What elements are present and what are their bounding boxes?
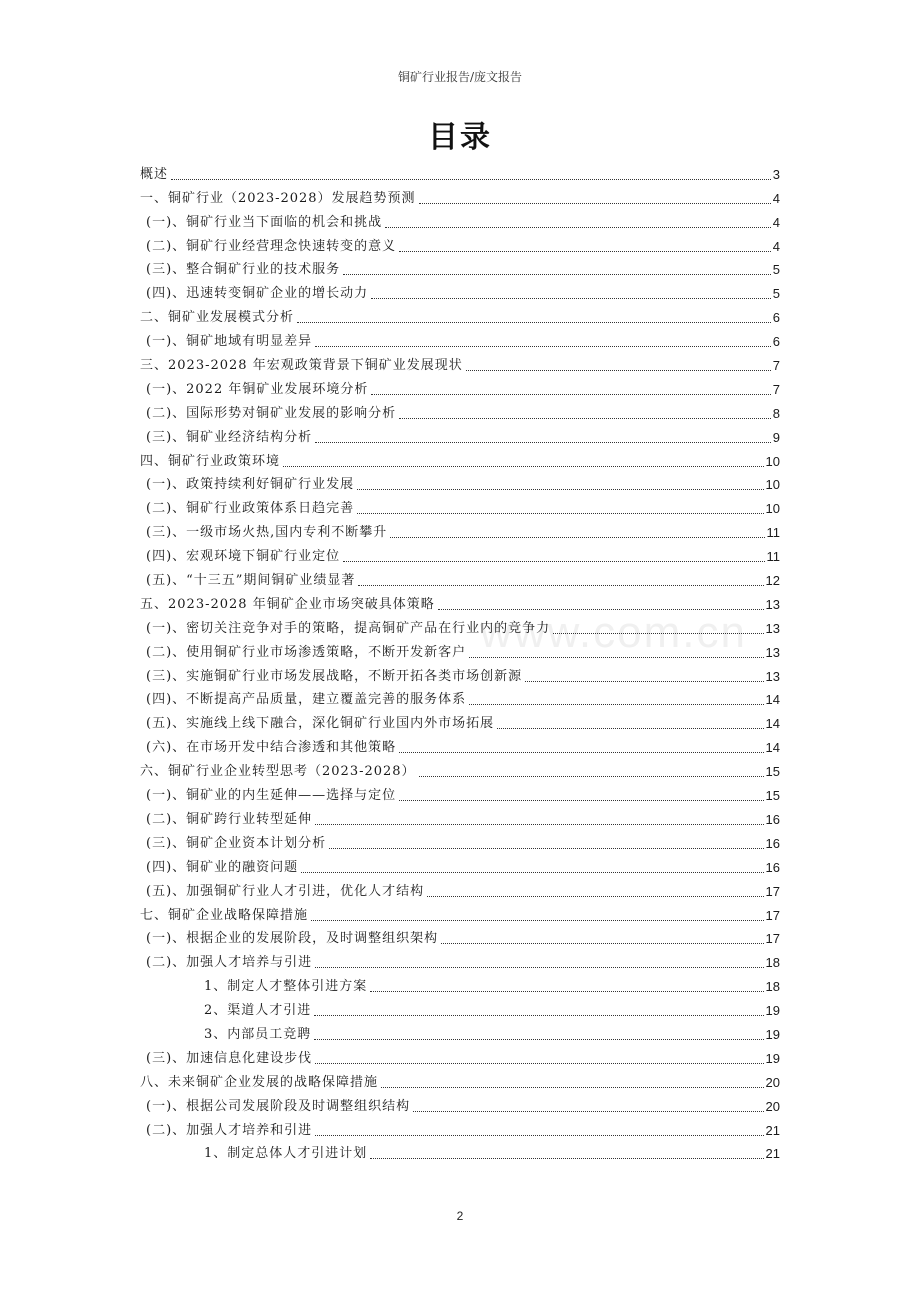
toc-dot-leader [315, 966, 763, 968]
toc-entry-label: 2、渠道人才引进 [204, 1003, 312, 1019]
toc-entry[interactable] [140, 1092, 780, 1116]
toc-entry[interactable] [140, 279, 780, 303]
toc-entry-label: (二)、加强人才培养和引进 [146, 1122, 313, 1138]
toc-entry-page: 9 [772, 429, 780, 445]
toc-entry[interactable] [140, 1044, 780, 1068]
toc-entry[interactable] [140, 877, 780, 901]
toc-dot-leader [329, 847, 763, 849]
toc-dot-leader [469, 703, 763, 705]
toc-entry[interactable] [140, 614, 780, 638]
toc-entry[interactable] [140, 853, 780, 877]
toc-entry[interactable] [140, 662, 780, 686]
toc-dot-leader [381, 1086, 764, 1088]
toc-entry-page: 16 [765, 835, 780, 851]
toc-entry-label: (一)、2022 年铜矿业发展环境分析 [146, 381, 369, 397]
toc-dot-leader [390, 536, 764, 538]
toc-entry-label: 八、未来铜矿企业发展的战略保障措施 [140, 1074, 379, 1090]
toc-entry[interactable] [140, 232, 780, 256]
toc-dot-leader [399, 751, 763, 753]
toc-entry[interactable] [140, 733, 780, 757]
toc-entry[interactable] [140, 925, 780, 949]
toc-entry[interactable] [140, 327, 780, 351]
toc-entry-page: 19 [765, 1026, 780, 1042]
toc-entry-page: 14 [765, 740, 780, 756]
toc-entry-label: (四)、宏观环境下铜矿行业定位 [146, 549, 341, 565]
toc-entry-label: (二)、国际形势对铜矿业发展的影响分析 [146, 405, 397, 421]
toc-entry[interactable] [140, 805, 780, 829]
toc-entry-page: 14 [765, 716, 780, 732]
toc-entry-label: 二、铜矿业发展模式分析 [140, 310, 295, 326]
toc-entry-label: 概述 [140, 166, 169, 182]
toc-dot-leader [315, 1062, 763, 1064]
toc-entry[interactable] [140, 1068, 780, 1092]
toc-entry[interactable] [140, 638, 780, 662]
toc-entry[interactable] [140, 494, 780, 518]
toc-entry-label: 五、2023-2028 年铜矿企业市场突破具体策略 [140, 596, 435, 612]
table-of-contents [140, 160, 780, 1163]
toc-entry-label: (二)、铜矿跨行业转型延伸 [146, 811, 313, 827]
toc-entry[interactable] [140, 208, 780, 232]
toc-dot-leader [314, 1014, 763, 1016]
toc-entry-page: 16 [765, 811, 780, 827]
toc-entry-label: (二)、铜矿行业经营理念快速转变的意义 [146, 238, 397, 254]
toc-entry-page: 11 [766, 525, 780, 541]
running-header: 铜矿行业报告/庞文报告 [397, 70, 523, 84]
toc-entry-label: 1、制定总体人才引进计划 [204, 1146, 368, 1162]
toc-dot-leader [315, 345, 771, 347]
toc-entry[interactable] [140, 686, 780, 710]
toc-entry-page: 18 [765, 955, 780, 971]
toc-dot-leader [171, 178, 771, 180]
toc-dot-leader [370, 990, 763, 992]
toc-entry[interactable] [140, 471, 780, 495]
toc-entry-label: (三)、实施铜矿行业市场发展战略，不断开拓各类市场创新源 [146, 668, 523, 684]
toc-entry[interactable] [140, 590, 780, 614]
toc-entry-page: 15 [765, 788, 780, 804]
toc-title: 目录 [428, 120, 492, 155]
toc-dot-leader [371, 393, 770, 395]
toc-dot-leader [357, 512, 763, 514]
toc-entry-page: 10 [765, 477, 780, 493]
toc-entry[interactable] [140, 566, 780, 590]
toc-dot-leader [466, 369, 771, 371]
watermark: www.com.cn [480, 608, 747, 657]
toc-entry[interactable] [140, 972, 780, 996]
toc-entry[interactable] [140, 399, 780, 423]
toc-dot-leader [297, 321, 771, 323]
toc-dot-leader [413, 1110, 763, 1112]
toc-entry[interactable] [140, 996, 780, 1020]
toc-entry-label: 七、铜矿企业战略保障措施 [140, 907, 309, 923]
toc-entry-page: 21 [765, 1122, 780, 1138]
toc-dot-leader [399, 250, 771, 252]
toc-dot-leader [311, 919, 764, 921]
toc-entry-page: 15 [765, 764, 780, 780]
toc-entry-label: (二)、使用铜矿行业市场渗透策略，不断开发新客户 [146, 644, 467, 660]
toc-entry[interactable] [140, 1140, 780, 1164]
toc-entry-page: 8 [772, 405, 780, 421]
toc-entry-label: (三)、一级市场火热,国内专利不断攀升 [146, 525, 388, 541]
toc-entry[interactable] [140, 423, 780, 447]
toc-entry[interactable] [140, 757, 780, 781]
toc-entry[interactable] [140, 518, 780, 542]
toc-entry-label: 三、2023-2028 年宏观政策背景下铜矿业发展现状 [140, 358, 463, 374]
toc-dot-leader [419, 202, 771, 204]
toc-entry-page: 17 [765, 907, 780, 923]
toc-dot-leader [441, 942, 763, 944]
toc-entry[interactable] [140, 375, 780, 399]
toc-entry-label: (三)、加速信息化建设步伐 [146, 1050, 313, 1066]
toc-entry[interactable] [140, 351, 780, 375]
toc-entry-page: 19 [765, 1003, 780, 1019]
toc-dot-leader [301, 871, 763, 873]
toc-dot-leader [357, 488, 763, 490]
toc-entry[interactable] [140, 303, 780, 327]
toc-entry-page: 14 [765, 692, 780, 708]
toc-entry-label: (一)、铜矿业的内生延伸——选择与定位 [146, 788, 397, 804]
toc-dot-leader [497, 727, 763, 729]
toc-entry-label: 一、铜矿行业（2023-2028）发展趋势预测 [140, 190, 416, 206]
toc-entry-page: 10 [765, 501, 780, 517]
toc-entry-label: (一)、根据公司发展阶段及时调整组织结构 [146, 1098, 411, 1114]
toc-entry-label: (四)、铜矿业的融资问题 [146, 859, 299, 875]
toc-entry[interactable] [140, 160, 780, 184]
toc-entry-label: (三)、整合铜矿行业的技术服务 [146, 262, 341, 278]
toc-dot-leader [343, 560, 764, 562]
toc-entry-label: (一)、密切关注竞争对手的策略，提高铜矿产品在行业内的竞争力 [146, 620, 551, 636]
toc-entry[interactable] [140, 709, 780, 733]
toc-entry-page: 5 [772, 286, 780, 302]
toc-entry-label: (一)、铜矿行业当下面临的机会和挑战 [146, 214, 383, 230]
toc-entry-label: (三)、铜矿企业资本计划分析 [146, 835, 327, 851]
toc-dot-leader [419, 775, 764, 777]
toc-entry-page: 5 [772, 262, 780, 278]
toc-dot-leader [385, 226, 771, 228]
toc-entry-page: 6 [772, 334, 780, 350]
toc-entry-label: (二)、铜矿行业政策体系日趋完善 [146, 501, 355, 517]
toc-dot-leader [469, 656, 763, 658]
toc-dot-leader [525, 680, 763, 682]
toc-entry-label: (四)、不断提高产品质量，建立覆盖完善的服务体系 [146, 692, 467, 708]
toc-entry[interactable] [140, 781, 780, 805]
toc-entry-label: (一)、政策持续利好铜矿行业发展 [146, 477, 355, 493]
toc-dot-leader [427, 895, 763, 897]
toc-entry-page: 4 [772, 214, 780, 230]
toc-entry-label: 3、内部员工竞聘 [204, 1026, 312, 1042]
toc-dot-leader [438, 608, 764, 610]
toc-dot-leader [370, 1157, 763, 1159]
toc-entry-page: 6 [772, 310, 780, 326]
toc-dot-leader [371, 297, 771, 299]
toc-entry-label: (五)、加强铜矿行业人才引进，优化人才结构 [146, 883, 425, 899]
toc-dot-leader [314, 1038, 763, 1040]
toc-entry-page: 7 [772, 358, 780, 374]
toc-dot-leader [399, 799, 763, 801]
toc-entry-label: (三)、铜矿业经济结构分析 [146, 429, 313, 445]
toc-entry-page: 18 [765, 979, 780, 995]
toc-dot-leader [358, 584, 763, 586]
toc-entry-label: (二)、加强人才培养与引进 [146, 955, 313, 971]
toc-entry[interactable] [140, 542, 780, 566]
toc-entry-page: 19 [765, 1050, 780, 1066]
page-number: 2 [456, 1209, 464, 1223]
toc-entry-page: 20 [765, 1074, 780, 1090]
toc-entry-page: 17 [765, 931, 780, 947]
toc-entry-page: 3 [772, 166, 780, 182]
toc-entry-label: (五)、“十三五”期间铜矿业绩显著 [146, 573, 356, 589]
toc-entry-page: 4 [772, 190, 780, 206]
toc-entry-label: (一)、根据企业的发展阶段，及时调整组织架构 [146, 931, 439, 947]
toc-entry[interactable] [140, 256, 780, 280]
toc-entry[interactable] [140, 901, 780, 925]
toc-entry-label: 六、铜矿行业企业转型思考（2023-2028） [140, 764, 416, 780]
toc-entry-page: 7 [772, 381, 780, 397]
toc-entry-page: 17 [765, 883, 780, 899]
toc-entry[interactable] [140, 1116, 780, 1140]
toc-entry-page: 10 [765, 453, 780, 469]
toc-entry[interactable] [140, 1020, 780, 1044]
toc-entry-page: 16 [765, 859, 780, 875]
toc-entry-page: 21 [765, 1146, 780, 1162]
toc-dot-leader [343, 273, 771, 275]
toc-dot-leader [399, 417, 771, 419]
toc-entry-page: 11 [766, 549, 780, 565]
toc-entry-page: 20 [765, 1098, 780, 1114]
toc-dot-leader [283, 465, 764, 467]
toc-entry-label: 1、制定人才整体引进方案 [204, 979, 368, 995]
toc-entry-page: 13 [765, 644, 780, 660]
toc-dot-leader [315, 441, 771, 443]
toc-entry-label: (四)、迅速转变铜矿企业的增长动力 [146, 286, 369, 302]
toc-entry-label: (五)、实施线上线下融合，深化铜矿行业国内外市场拓展 [146, 716, 495, 732]
toc-entry-page: 4 [772, 238, 780, 254]
toc-entry-label: (一)、铜矿地域有明显差异 [146, 334, 313, 350]
toc-entry-page: 13 [765, 620, 780, 636]
toc-dot-leader [553, 632, 763, 634]
toc-entry[interactable] [140, 829, 780, 853]
toc-entry-page: 12 [765, 573, 780, 589]
toc-dot-leader [315, 823, 763, 825]
toc-entry-page: 13 [765, 668, 780, 684]
toc-entry[interactable] [140, 447, 780, 471]
toc-entry-page: 13 [765, 596, 780, 612]
toc-entry-label: (六)、在市场开发中结合渗透和其他策略 [146, 740, 397, 756]
toc-dot-leader [315, 1134, 763, 1136]
toc-entry[interactable] [140, 948, 780, 972]
toc-entry-label: 四、铜矿行业政策环境 [140, 453, 281, 469]
toc-entry[interactable] [140, 184, 780, 208]
